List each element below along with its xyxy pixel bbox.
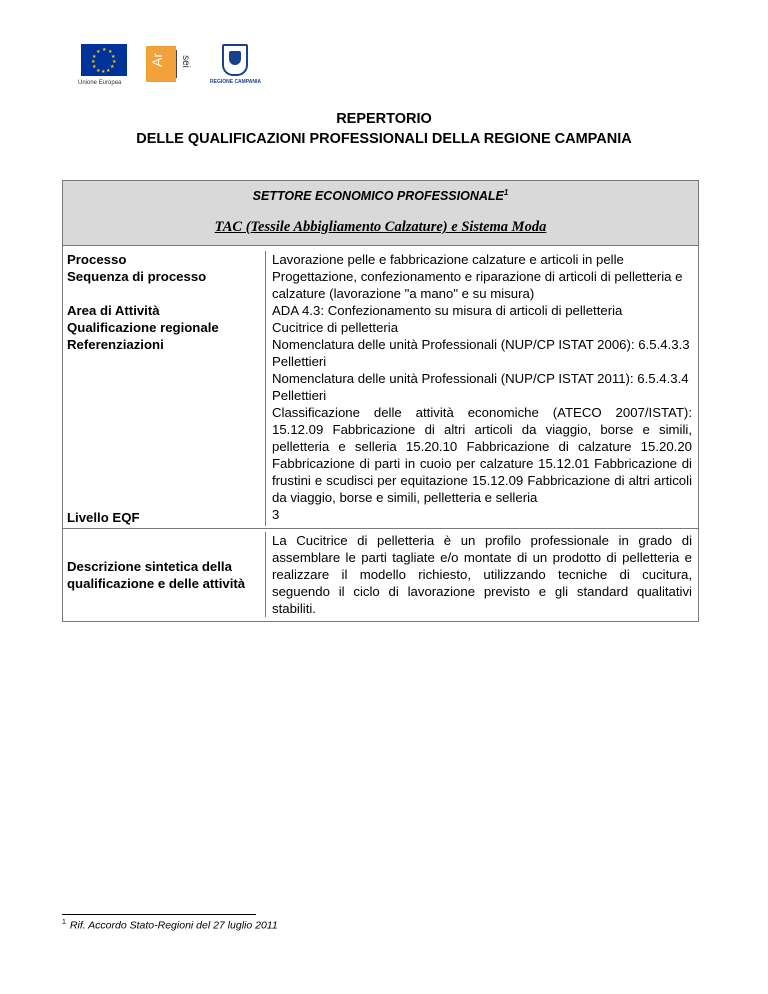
- row-referenziazioni: [63, 336, 698, 506]
- footnote-ref: 1: [503, 188, 509, 197]
- value-descrizione: La Cucitrice di pelletteria è un profilo professionale in grado di assemblare le parti tagliate e/o montate di un prodotto di pelletteria e realizzare il modello richiesto, utilizzando tecniche di cucitura, seguendo il ciclo di lavorazione previsto e gli standard qualitativi stabiliti.: [265, 532, 698, 617]
- eu-flag-icon: ★ ★ ★ ★ ★ ★ ★ ★ ★ ★ ★ ★: [81, 44, 127, 76]
- label-processo: Processo: [67, 252, 127, 267]
- value-processo: Lavorazione pelle e fabbricazione calzature e articoli in pelle: [265, 251, 698, 268]
- row-qualificazione: [63, 319, 698, 336]
- label-descrizione: Descrizione sintetica della qualificazione e delle attività: [67, 558, 246, 591]
- row-processo: [63, 246, 698, 268]
- footnote-separator: [62, 914, 256, 915]
- label-qualificazione: Qualificazione regionale: [67, 320, 219, 335]
- campania-shield-icon: [222, 44, 248, 76]
- footnote: [62, 919, 278, 932]
- value-area: ADA 4.3: Confezionamento su misura di articoli di pelletteria: [265, 302, 698, 319]
- label-area: Area di Attività: [67, 303, 160, 318]
- regione-campania-logo: [210, 44, 262, 85]
- value-qualificazione: Cucitrice di pelletteria: [265, 319, 698, 336]
- row-eqf: [63, 506, 698, 528]
- row-area: [63, 302, 698, 319]
- ref-nup-2011: Nomenclatura delle unità Professionali (NUP/CP ISTAT 2011): 6.5.4.3.4 Pellettieri: [272, 371, 689, 403]
- row-descrizione: [63, 529, 698, 621]
- sector-title: SETTORE ECONOMICO PROFESSIONALE$^1$: [252, 188, 509, 204]
- campania-logo-label: REGIONE CAMPANIA: [210, 79, 262, 85]
- row-sequenza: [63, 268, 698, 302]
- eu-logo-label: Unione Europea: [78, 80, 122, 86]
- footnote-text: Rif. Accordo Stato-Regioni del 27 luglio 2011: [69, 919, 278, 932]
- sector-subtitle: TAC (Tessile Abbigliamento Calzature) e Sistema Moda: [214, 219, 547, 235]
- ref-nup-2006: Nomenclatura delle unità Professionali (NUP/CP ISTAT 2006): 6.5.4.3.3 Pellettieri: [272, 337, 690, 369]
- arsei-logo: Ar sei: [146, 46, 204, 82]
- eu-logo: [78, 44, 136, 86]
- sector-header: [63, 181, 698, 246]
- label-referenziazioni: Referenziazioni: [67, 337, 164, 352]
- qualification-table: [62, 180, 699, 622]
- label-sequenza: Sequenza di processo: [67, 269, 207, 284]
- value-sequenza: Progettazione, confezionamento e riparazione di articoli di pelletteria e calzature (lavorazione "a mano" e su misura): [265, 268, 698, 302]
- details-block: [63, 246, 698, 529]
- value-referenziazioni: [265, 336, 698, 506]
- document-title: REPERTORIO: [336, 111, 432, 127]
- document-subtitle: DELLE QUALIFICAZIONI PROFESSIONALI DELLA REGIONE CAMPANIA: [136, 131, 632, 147]
- ref-ateco: Classificazione delle attività economiche (ATECO 2007/ISTAT): 15.12.09 Fabbricazione di altri articoli da viaggio, borse e simili, pelletteria e selleria 15.20.10 Fabbricazione di calzature 15.20.20 Fabbricazione di parti in cuoio per calzature 15.12.01 Fabbricazione di frustini e scudisci per equitazione 15.12.09 Fabbricazione di altri articoli da viaggio, borse e simili, pelletteria e selleria: [272, 405, 692, 505]
- footnote-mark: 1: [62, 919, 66, 926]
- label-eqf: Livello EQF: [67, 510, 140, 525]
- value-eqf: 3: [265, 506, 698, 526]
